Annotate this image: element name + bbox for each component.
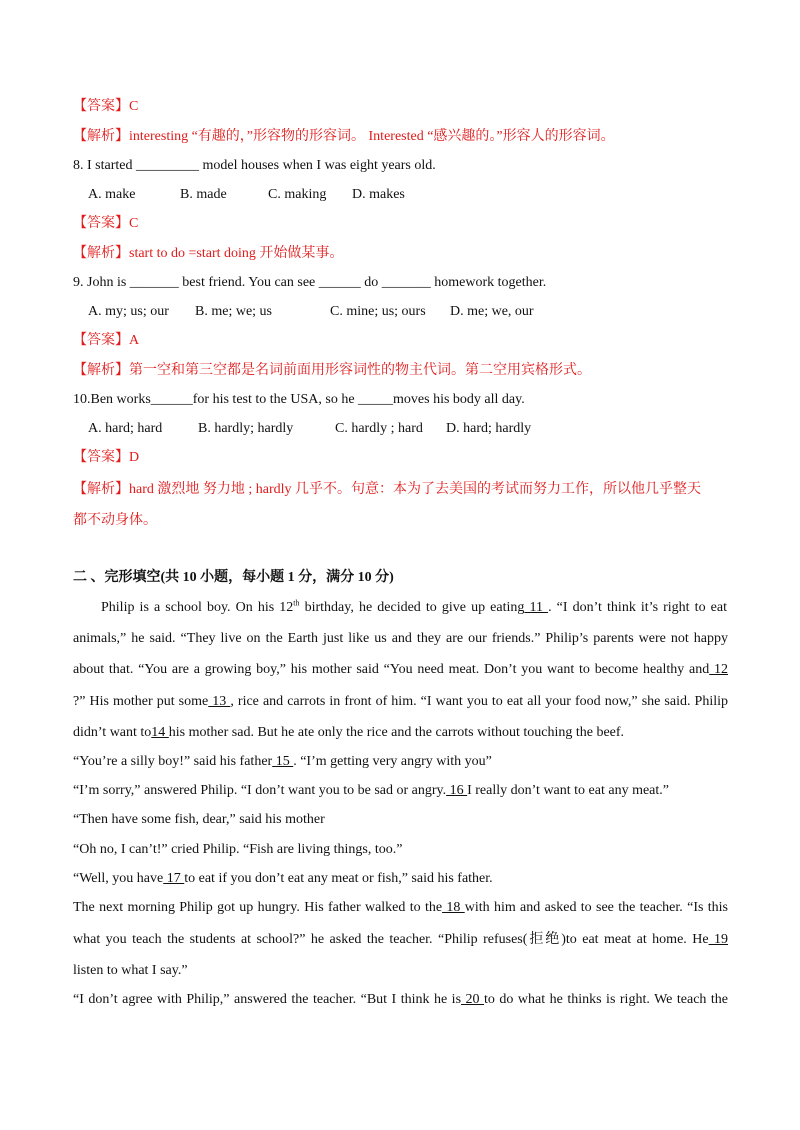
q8-option-b: B. made: [180, 187, 227, 202]
passage-line-5: didn’t want to14 his mother sad. But he ate only the rice and the carrots without touching the beef.: [73, 725, 625, 740]
passage-line-9: “Oh no, I can’t!” cried Philip. “Fish are living things, too.”: [73, 842, 403, 857]
blank-17: 17: [163, 871, 185, 886]
blank-20: 20: [461, 992, 485, 1007]
q8-answer: 【答案】C: [73, 216, 139, 231]
blank-13: 13: [208, 694, 231, 709]
q10-answer: 【答案】D: [73, 450, 140, 465]
blank-14: 14: [151, 725, 169, 740]
q9-option-d: D. me; we, our: [450, 304, 534, 319]
q8-option-c: C. making: [268, 187, 327, 202]
passage-line-8: “Then have some fish, dear,” said his mother: [73, 812, 325, 827]
passage-line-13: listen to what I say.”: [73, 963, 188, 978]
q10-option-a: A. hard; hard: [88, 421, 163, 436]
q10-option-b: B. hardly; hardly: [198, 421, 294, 436]
blank-15: 15: [272, 754, 294, 769]
passage-line-1: Philip is a school boy. On his 12th birthday, he decided to give up eating 11 . “I don’t think it’s right to eat: [101, 598, 727, 615]
passage-line-11: The next morning Philip got up hungry. His father walked to the 18 with him and asked to see the teacher. “Is this: [73, 900, 728, 915]
q9-stem: 9. John is _______ best friend. You can see ______ do _______ homework together.: [73, 275, 547, 290]
q7-analysis: 【解析】interesting “有趣的，”形容物的形容词。 Interested “感兴趣的。”形容人的形容词。: [73, 129, 615, 144]
q8-option-d: D. makes: [352, 187, 405, 202]
q9-option-a: A. my; us; our: [88, 304, 169, 319]
q10-options: [88, 419, 531, 439]
passage-line-10: “Well, you have 17 to eat if you don’t eat any meat or fish,” said his father.: [73, 871, 493, 886]
q9-options: [88, 302, 534, 322]
q10-analysis-line2: 都不动身体。: [73, 513, 157, 528]
q7-answer: 【答案】C: [73, 99, 139, 114]
blank-18: 18: [442, 900, 465, 915]
q10-option-d: D. hard; hardly: [446, 421, 532, 436]
section-heading: 二 、完形填空(共 10 小题，每小题 1 分，满分 10 分): [73, 570, 394, 585]
blank-11: 11: [524, 600, 549, 615]
q10-option-c: C. hardly ; hard: [335, 421, 423, 436]
q9-option-c: C. mine; us; ours: [330, 304, 426, 319]
q9-answer: 【答案】A: [73, 333, 140, 348]
blank-19: 19: [708, 932, 728, 947]
q10-analysis-line1: 【解析】hard 激烈地 努力地 ; hardly 几乎不。句意：本为了去美国的考试而努力工作，所以他几乎整天: [73, 482, 702, 497]
passage-line-3: about that. “You are a growing boy,” his mother said “You need meat. Don’t you want to become healthy and 12: [73, 662, 729, 677]
passage-line-6: “You’re a silly boy!” said his father 15 . “I’m getting very angry with you”: [73, 754, 492, 769]
q8-option-a: A. make: [88, 187, 136, 202]
passage-line-12: what you teach the students at school?” he asked the teacher. “Philip refuses(拒绝)to eat meat at home. He 19: [73, 932, 728, 947]
q8-stem: 8. I started _________ model houses when I was eight years old.: [73, 158, 436, 173]
q10-stem: 10.Ben works______for his test to the USA, so he _____moves his body all day.: [73, 392, 525, 407]
q9-option-b: B. me; we; us: [195, 304, 272, 319]
passage-line-14: “I don’t agree with Philip,” answered the teacher. “But I think he is 20 to do what he thinks is right. We teach the: [73, 992, 729, 1007]
passage-line-7: “I’m sorry,” answered Philip. “I don’t want you to be sad or angry. 16 I really don’t want to eat any meat.”: [73, 783, 669, 798]
blank-12: 12: [709, 662, 729, 677]
blank-16: 16: [446, 783, 468, 798]
passage-line-2: animals,” he said. “They live on the Earth just like us and they are our friends.” Philip’s parents were not happy: [73, 631, 728, 646]
q8-options: [88, 185, 405, 205]
q8-analysis: 【解析】start to do =start doing 开始做某事。: [73, 246, 344, 261]
passage-line-4: ?” His mother put some 13 , rice and carrots in front of him. “I want you to eat all your food now,” she said. Philip: [73, 694, 728, 709]
q9-analysis: 【解析】第一空和第三空都是名词前面用形容词性的物主代词。第二空用宾格形式。: [73, 363, 591, 378]
